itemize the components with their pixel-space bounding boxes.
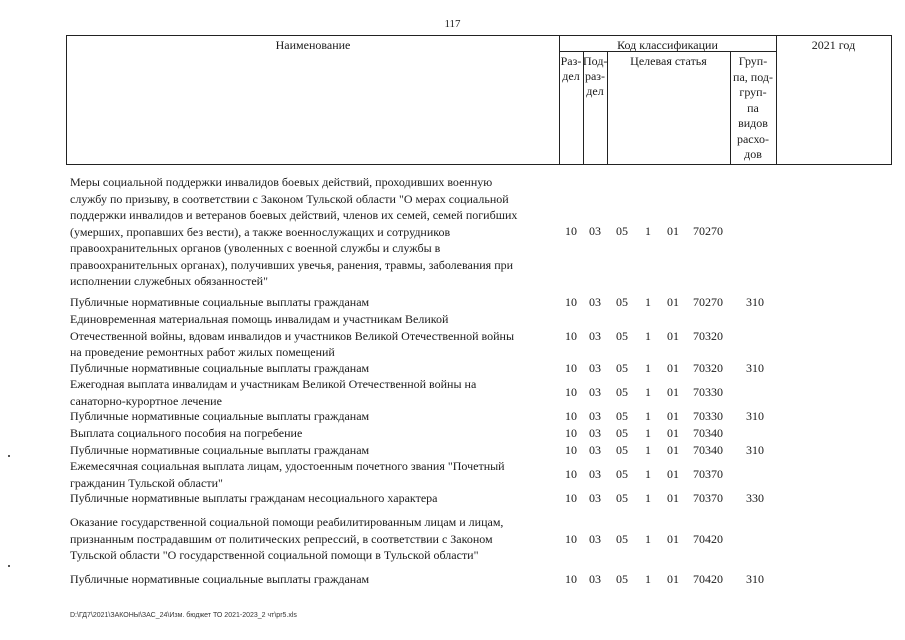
row-name: Публичные нормативные социальные выплаты гражданам	[70, 361, 370, 375]
row-name: Публичные нормативные социальные выплаты гражданам	[70, 409, 370, 423]
row-razdel: 10	[565, 443, 577, 457]
row-target-part1: 05	[616, 467, 628, 481]
row-razdel: 10	[565, 361, 577, 375]
row-target-part2: 1	[645, 572, 651, 586]
header-group: Груп- па, под- груп- па видов расхо- дов	[733, 54, 773, 161]
row-target-part4: 70270	[693, 295, 723, 309]
row-podrazdel: 03	[589, 409, 601, 423]
row-name: Оказание государственной социальной помощи реабилитированным лицам и лицам, признанным пострадавшим от политических репрессий, в соответствии с Законом Тульской области "О государственной социальной помощи в Тульской области"	[70, 515, 504, 562]
row-group: 330	[746, 491, 764, 505]
row-target-part2: 1	[645, 409, 651, 423]
row-target-part2: 1	[645, 385, 651, 399]
row-target-part4: 70340	[693, 426, 723, 440]
row-razdel: 10	[565, 409, 577, 423]
file-path-footer: D:\ГД7\2021\ЗАКОНЫ\ЗАС_24\Изм. бюджет ТО 2021-2023_2 чт\pr5.xls	[70, 612, 297, 619]
row-name: Публичные нормативные выплаты гражданам несоциального характера	[70, 491, 438, 505]
row-target-part2: 1	[645, 361, 651, 375]
row-podrazdel: 03	[589, 361, 601, 375]
row-group: 310	[746, 295, 764, 309]
row-podrazdel: 03	[589, 329, 601, 343]
row-target-part3: 01	[667, 572, 679, 586]
row-podrazdel: 03	[589, 467, 601, 481]
row-target-part1: 05	[616, 385, 628, 399]
row-target-part1: 05	[616, 426, 628, 440]
row-name: Публичные нормативные социальные выплаты гражданам	[70, 295, 370, 309]
row-target-part4: 70330	[693, 385, 723, 399]
header-target-article: Целевая статья	[630, 54, 707, 68]
row-target-part4: 70420	[693, 572, 723, 586]
header-classification: Код классификации	[617, 38, 718, 52]
row-target-part3: 01	[667, 224, 679, 238]
row-name: Публичные нормативные социальные выплаты гражданам	[70, 572, 370, 586]
row-target-part3: 01	[667, 491, 679, 505]
row-target-part4: 70370	[693, 491, 723, 505]
row-target-part3: 01	[667, 467, 679, 481]
row-name: Единовременная материальная помощь инвалидам и участникам Великой Отечественной войны, вдовам инвалидов и участников Великой Отечественной войны на проведение ремонтных работ жилых помещений	[70, 312, 515, 359]
row-target-part4: 70420	[693, 532, 723, 546]
row-group: 310	[746, 409, 764, 423]
header-name: Наименование	[275, 38, 351, 52]
row-target-part2: 1	[645, 467, 651, 481]
row-podrazdel: 03	[589, 224, 601, 238]
row-target-part3: 01	[667, 295, 679, 309]
row-target-part2: 1	[645, 224, 651, 238]
scan-mark	[8, 455, 10, 457]
row-podrazdel: 03	[589, 491, 601, 505]
row-target-part3: 01	[667, 361, 679, 375]
row-podrazdel: 03	[589, 295, 601, 309]
row-target-part1: 05	[616, 295, 628, 309]
row-podrazdel: 03	[589, 532, 601, 546]
row-razdel: 10	[565, 467, 577, 481]
row-name: Меры социальной поддержки инвалидов боевых действий, проходивших военную службу по призыву, в соответствии с Законом Тульской области "О мерах социальной поддержки инвалидов и ветеранов боевых действий, членов их семей, семей погибших (умерших, пропавших без вести), а также военнослужащих и сотрудников правоохранительных органов (уволенных с военной службы и службы в правоохранительных органах), получивших увечья, ранения, травмы, заболевания при исполнении служебных обязанностей"	[70, 175, 518, 288]
header-podrazdel: Под- раз- дел	[583, 54, 608, 98]
row-target-part1: 05	[616, 532, 628, 546]
header-year: 2021 год	[811, 38, 856, 52]
row-target-part1: 05	[616, 491, 628, 505]
row-target-part3: 01	[667, 329, 679, 343]
row-target-part3: 01	[667, 409, 679, 423]
row-target-part2: 1	[645, 491, 651, 505]
row-podrazdel: 03	[589, 572, 601, 586]
row-target-part2: 1	[645, 443, 651, 457]
row-group: 310	[746, 443, 764, 457]
row-razdel: 10	[565, 329, 577, 343]
row-target-part2: 1	[645, 532, 651, 546]
row-target-part3: 01	[667, 443, 679, 457]
row-razdel: 10	[565, 491, 577, 505]
row-target-part1: 05	[616, 361, 628, 375]
row-target-part2: 1	[645, 426, 651, 440]
row-target-part4: 70340	[693, 443, 723, 457]
row-razdel: 10	[565, 426, 577, 440]
row-target-part4: 70330	[693, 409, 723, 423]
page-number: 117	[444, 18, 461, 30]
row-target-part1: 05	[616, 409, 628, 423]
row-target-part4: 70370	[693, 467, 723, 481]
row-target-part3: 01	[667, 532, 679, 546]
row-razdel: 10	[565, 572, 577, 586]
row-group: 310	[746, 572, 764, 586]
header-razdel: Раз- дел	[560, 54, 582, 83]
row-podrazdel: 03	[589, 385, 601, 399]
row-name: Ежемесячная социальная выплата лицам, удостоенным почетного звания "Почетный гражданин Тульской области"	[70, 459, 505, 490]
row-target-part3: 01	[667, 426, 679, 440]
row-target-part2: 1	[645, 295, 651, 309]
table-header	[66, 35, 892, 165]
row-target-part1: 05	[616, 224, 628, 238]
row-target-part2: 1	[645, 329, 651, 343]
row-razdel: 10	[565, 295, 577, 309]
row-target-part1: 05	[616, 572, 628, 586]
row-target-part4: 70270	[693, 224, 723, 238]
row-podrazdel: 03	[589, 443, 601, 457]
row-group: 310	[746, 361, 764, 375]
row-razdel: 10	[565, 224, 577, 238]
row-name: Публичные нормативные социальные выплаты гражданам	[70, 443, 370, 457]
row-podrazdel: 03	[589, 426, 601, 440]
row-target-part1: 05	[616, 443, 628, 457]
row-target-part1: 05	[616, 329, 628, 343]
row-name: Выплата социального пособия на погребение	[70, 426, 303, 440]
row-target-part3: 01	[667, 385, 679, 399]
row-razdel: 10	[565, 385, 577, 399]
row-target-part4: 70320	[693, 361, 723, 375]
scan-mark	[8, 565, 10, 567]
row-name: Ежегодная выплата инвалидам и участникам Великой Отечественной войны на санаторно-курортное лечение	[70, 377, 477, 408]
row-target-part4: 70320	[693, 329, 723, 343]
row-razdel: 10	[565, 532, 577, 546]
